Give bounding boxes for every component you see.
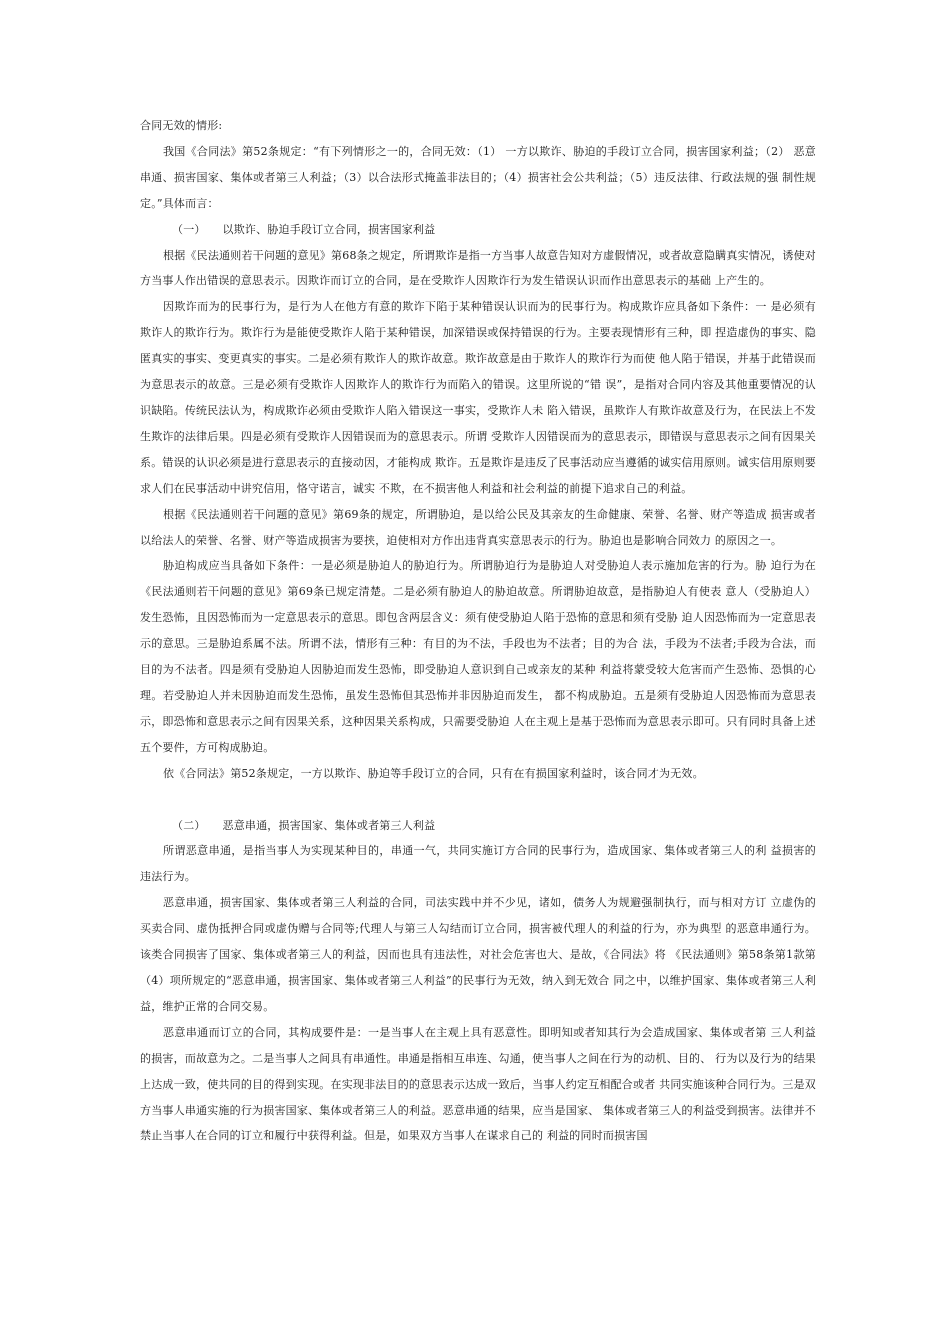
section-1-paragraph: 依《合同法》第52条规定，一方以欺诈、胁迫等手段订立的合同，只有在有损国家利益时，该合同才为无效。 — [163, 766, 704, 780]
document-page — [140, 113, 816, 1149]
section-2-paragraph: 恶意串通而订立的合同，其构成要件是：一是当事人在主观上具有恶意性。即明知或者知其行为会造成国家、集体或者第 三人利益的损害，而故意为之。二是当事人之间具有串通性。串通是指相互串连、勾通，使当事人之间在行为的动机、目的、 行为以及行为的结果上达成一致，使共同的目的得到实现。在实现非法目的的意思表示达成一致后，当事人约定互相配合或者 共同实施该种合同行为。三是双方当事人串通实施的行为损害国家、集体或者第三人的利益。恶意串通的结果，应当是国家、 集体或者第三人的利益受到损害。法律并不禁止当事人在合同的订立和履行中获得利益。但是，如果双方当事人在谋求自己的 利益的同时而损害国 — [140, 1025, 816, 1143]
section-1-paragraph: 根据《民法通则若干问题的意见》第68条之规定，所谓欺诈是指一方当事人故意告知对方虚假情况，或者故意隐瞒真实情况，诱使对方当事人作出错误的意思表示。因欺诈而订立的合同，是在受欺诈人因欺诈行为发生错误认识而作出意思表示的基础 上产生的。 — [140, 248, 816, 288]
section-2-paragraph: 恶意串通，损害国家、集体或者第三人利益的合同，司法实践中并不少见，诸如，债务人为规避强制执行，而与相对方订 立虚伪的买卖合同、虚伪抵押合同或虚伪赠与合同等;代理人与第三人勾结而订立合同，损害被代理人的利益的行为，亦为典型 的恶意串通行为。该类合同损害了国家、集体或者第三人的利益，因而也具有违法性，对社会危害也大、是故，《合同法》将 《民法通则》第58条第1款第（4）项所规定的“恶意串通，损害国家、集体或者第三人利益”的民事行为无效，纳入到无效合 同之中，以维护国家、集体或者第三人利益，维护正常的合同交易。 — [140, 896, 816, 1013]
section-1-paragraph: 根据《民法通则若干问题的意见》第69条的规定，所谓胁迫，是以给公民及其亲友的生命健康、荣誉、名誉、财产等造成 损害或者以给法人的荣誉、名誉、财产等造成损害为要挟，迫使相对方作出违背真实意思表示的行为。胁迫也是影响合同效力 的原因之一。 — [140, 507, 816, 547]
section-1-paragraph: 因欺诈而为的民事行为，是行为人在他方有意的欺诈下陷于某种错误认识而为的民事行为。构成欺诈应具备如下条件：一 是必须有欺诈人的欺诈行为。欺诈行为是能使受欺诈人陷于某种错误，加深错误或保持错误的行为。主要表现情形有三种，即 捏造虚伪的事实、隐匿真实的事实、变更真实的事实。二是必须有欺诈人的欺诈故意。欺诈故意是由于欺诈人的欺诈行为而使 他人陷于错误，并基于此错误而为意思表示的故意。三是必须有受欺诈人因欺诈人的欺诈行为而陷入的错误。这里所说的“错 误”，是指对合同内容及其他重要情况的认识缺陷。传统民法认为，构成欺诈必须由受欺诈人陷入错误这一事实，受欺诈人未 陷入错误，虽欺诈人有欺诈故意及行为，在民法上不发生欺诈的法律后果。四是必须有受欺诈人因错误而为的意思表示。所谓 受欺诈人因错误而为的意思表示，即错误与意思表示之间有因果关系。错误的认识必须是进行意思表示的直接动因，才能构成 欺诈。五是欺诈是违反了民事活动应当遵循的诚实信用原则。诚实信用原则要求人们在民事活动中讲究信用，恪守诺言，诚实 不欺，在不损害他人利益和社会利益的前提下追求自己的利益。 — [140, 300, 816, 495]
intro-paragraph: 我国《合同法》第52条规定：“有下列情形之一的，合同无效：（1） 一方以欺诈、胁迫的手段订立合同，损害国家利益；（2） 恶意串通、损害国家、集体或者第三人利益；（3）以合法形式掩盖非法目的；（4）损害社会公共利益；（5）违反法律、行政法规的强 制性规定。”具体而言： — [140, 144, 816, 210]
section-2-paragraph: 所谓恶意串通，是指当事人为实现某种目的，串通一气，共同实施订方合同的民事行为，造成国家、集体或者第三人的利 益损害的违法行为。 — [140, 844, 816, 884]
section-spacer — [140, 787, 816, 813]
section-1-title: （一） 以欺诈、胁迫手段订立合同，损害国家利益 — [172, 222, 436, 236]
doc-heading: 合同无效的情形: — [140, 119, 223, 132]
section-1-paragraph: 胁迫构成应当具备如下条件：一是必须是胁迫人的胁迫行为。所谓胁迫行为是胁迫人对受胁迫人表示施加危害的行为。胁 迫行为在《民法通则若干问题的意见》第69条已规定清楚。二是必须有胁迫人的胁迫故意。所谓胁迫故意，是指胁迫人有使表 意人（受胁迫人）发生恐怖，且因恐怖而为一定意思表示的意思。即包含两层含义：须有使受胁迫人陷于恐怖的意思和须有受胁 迫人因恐怖而为一定意思表示的意思。三是胁迫系属不法。所谓不法，情形有三种：有目的为不法，手段也为不法者；目的为合 法，手段为不法者;手段为合法，而目的为不法者。四是须有受胁迫人因胁迫而发生恐怖，即受胁迫人意识到自己或亲友的某种 利益将蒙受较大危害而产生恐怖、恐惧的心理。若受胁迫人并未因胁迫而发生恐怖，虽发生恐怖但其恐怖并非因胁迫而发生， 都不构成胁迫。五是须有受胁迫人因恐怖而为意思表示，即恐怖和意思表示之间有因果关系，这种因果关系构成，只需要受胁迫 人在主观上是基于恐怖而为意思表示即可。只有同时具备上述五个要件，方可构成胁迫。 — [140, 559, 816, 754]
section-2-title: （二） 恶意串通，损害国家、集体或者第三人利益 — [172, 818, 436, 832]
